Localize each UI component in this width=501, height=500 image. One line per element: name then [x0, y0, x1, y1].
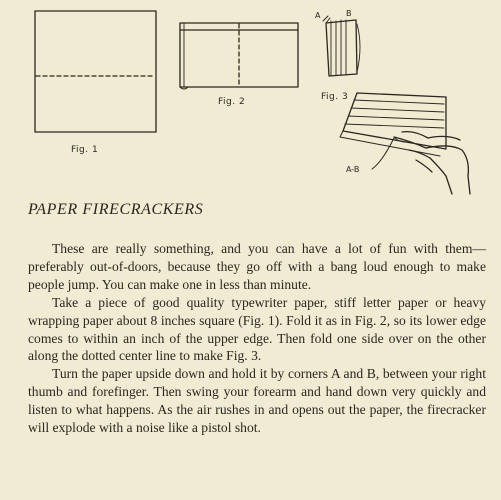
body-text	[28, 240, 486, 437]
fig2-label: Fig. 2	[218, 97, 246, 107]
paragraph-1: These are really something, and you can have a lot of fun with them—preferably out-of-doors, because they go off with a bang loud enough to make people jump. You can make one in less than minute.	[28, 241, 486, 292]
corner-a-label: A	[315, 11, 321, 20]
fig3-label: Fig. 3	[321, 92, 349, 102]
illustrations	[0, 0, 501, 200]
corner-b-label: B	[346, 9, 352, 18]
fig1-drawing	[35, 11, 156, 132]
paragraph-2: Take a piece of good quality typewriter paper, stiff letter paper or heavy wrapping paper about 8 inches square (Fig. 1). Fold it as in Fig. 2, so its lower edge comes to within an inch of the upper edge. Then fold one side over on the other along the dotted center line to make Fig. 3.	[28, 294, 486, 364]
fig2-drawing	[180, 23, 298, 89]
paragraph-3: Turn the paper upside down and hold it by corners A and B, between your right thumb and forefinger. Then swing your forearm and hand down very quickly and listen to what happens. As the air rushes in and opens out the paper, the firecracker will explode with a noise like a pistol shot.	[28, 366, 486, 436]
fig3-drawing	[323, 16, 360, 76]
corner-ab-label: A-B	[346, 165, 360, 174]
hand-drawing	[340, 93, 470, 194]
section-heading: PAPER FIRECRACKERS	[28, 201, 204, 218]
fig1-label: Fig. 1	[71, 145, 99, 155]
